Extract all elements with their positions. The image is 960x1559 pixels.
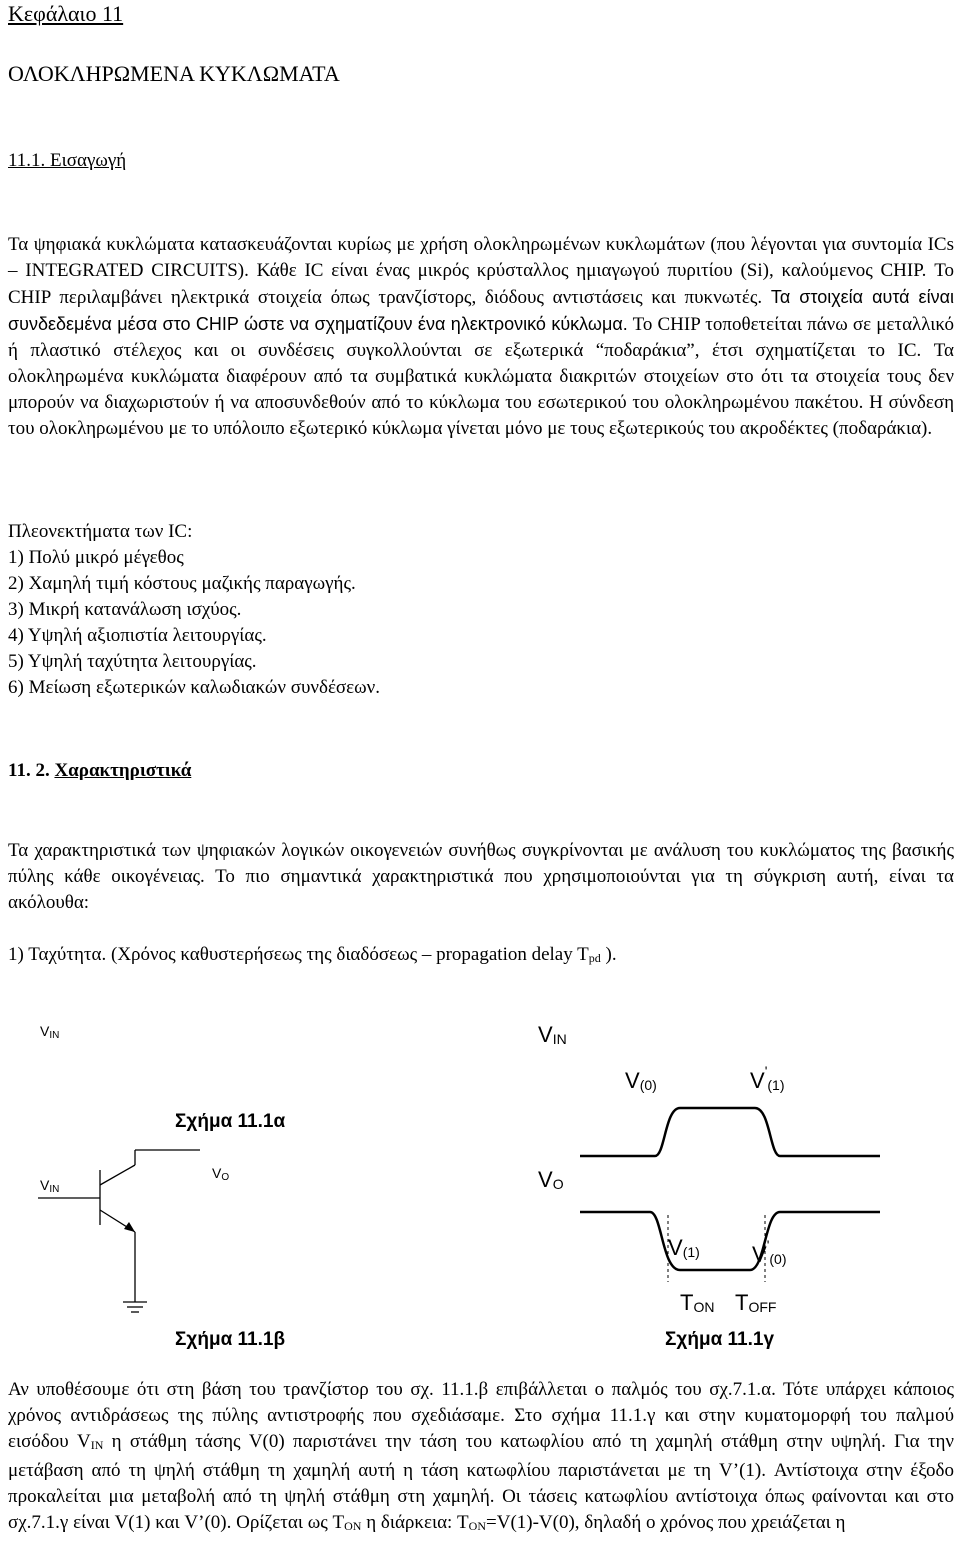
fig-c-v0-label: V(0): [625, 1068, 657, 1093]
intro-text-3: Το CHIP τοποθετείται πάνω σε μεταλλικό ή πλαστικό στέλεχος και οι συνδέσεις συγκολλούνται σε εξωτερικά “ποδαράκια”, έτσι σχηματίζεται το IC.: [8, 314, 954, 361]
list-item: 6) Μείωση εξωτερικών καλωδιακών συνδέσεων.: [8, 677, 381, 698]
fig-c-v0-prime-label: $V'_{(0)}$: [752, 1237, 787, 1267]
speed-item: [8, 942, 617, 971]
fig-b-vo-label: VO: [212, 1165, 230, 1183]
intro-text-5: Η σύνδεση του ολοκληρωμένου με το υπόλοιπο εξωτερικό κύκλωμα γίνεται μόνο με τους εξωτερικούς του ακροδέκτες (ποδαράκια).: [8, 392, 954, 439]
fig-c-ton-label: TON: [680, 1290, 715, 1315]
fig-c-toff-label: TOFF: [735, 1290, 777, 1315]
characteristics-paragraph: [8, 838, 954, 916]
list-item: 3) Μικρή κατανάλωση ισχύος.: [8, 599, 242, 620]
advantages-title: Πλεονεκτήματα των IC:: [8, 521, 193, 542]
char-text-1: Τα χαρακτηριστικά των ψηφιακών λογικών οικογενειών συνήθως συγκρίνονται με ανάλυση του κυκλώματος της βασικής πύλης κάθε οικογένειας.: [8, 840, 954, 887]
fig-c-v1-prime-label: $V'_{(1)}$: [750, 1063, 785, 1093]
list-item: 5) Υψηλή ταχύτητα λειτουργίας.: [8, 651, 257, 672]
chapter-heading: Κεφάλαιο 11: [8, 1, 124, 26]
section-heading-characteristics: [8, 758, 191, 784]
final-sub-on-2: ON: [468, 1519, 487, 1533]
speed-sub: pd: [588, 951, 601, 965]
advantages-list: [8, 545, 380, 701]
explanation-paragraph: [8, 1377, 954, 1539]
fig-c-vo-label: VO: [538, 1167, 564, 1192]
intro-text-4: Τα ολοκληρωμένα κυκλώματα διαφέρουν από τα συμβατικά κυκλώματα διακριτών στοιχείων στο ότι τα στοιχεία τους δεν μπορούν να διαχωριστούν ή να αποσυνδεθούν από το κύκλωμα του εσωτερικού του ολοκληρωμένου πακέτου.: [8, 340, 954, 413]
emitter-arrow: [124, 1222, 135, 1232]
final-text-1: Αν υποθέσουμε ότι στη βάση του τρανζίστορ του σχ. 11.1.β επιβάλλεται ο παλμός του σχ.7.1.α. Τότε υπάρχει κάποιος χρόνος αντιδράσεως της πύλης αντιστροφής που σχεδιάσαμε. Στο σχήμα 11.1.γ και στην κυματομορφή του παλμού εισόδου V: [8, 1379, 954, 1452]
list-item: 1) Πολύ μικρό μέγεθος: [8, 547, 184, 568]
fig-c-v1-label: V(1): [668, 1235, 700, 1260]
fig-a-vin-label: VIN: [40, 1023, 60, 1041]
section-number: 11. 2.: [8, 760, 55, 781]
intro-text-2: Τα στοιχεία αυτά είναι συνδεδεμένα μέσα στο CHIP ώστε να σχηματίζουν ένα ηλεκτρονικό κύκλωμα.: [8, 287, 954, 334]
input-waveform: [580, 1108, 880, 1156]
final-text-4: =V(1)-V(0), δηλαδή ο χρόνος που χρειάζεται η: [486, 1512, 846, 1533]
figures-area: [0, 1010, 960, 1360]
fig-b-vin-label: VIN: [40, 1177, 60, 1195]
output-waveform: [580, 1212, 880, 1270]
list-item: 4) Υψηλή αξιοπιστία λειτουργίας.: [8, 625, 267, 646]
chapter-title: ΟΛΟΚΛΗΡΩΜΕΝΑ ΚΥΚΛΩΜΑΤΑ: [8, 61, 340, 86]
final-sub-on-1: ON: [344, 1519, 362, 1533]
intro-text-1: Τα ψηφιακά κυκλώματα κατασκευάζονται κυρίως με χρήση ολοκληρωμένων κυκλωμάτων (που λέγονται για συντομία ICs – INTEGRATED CIRCUITS). Κάθε IC είναι ένας μικρός κρύσταλλος ημιαγωγού πυριτίου (Si), καλούμενος CHIP. Το CHIP περιλαμβάνει ηλεκτρικά στοιχεία όπως τρανζίστορς, διόδους αντιστάσεις και πυκνωτές.: [8, 234, 954, 308]
fig-c-caption: Σχήμα 11.1γ: [665, 1329, 775, 1350]
list-item: 2) Χαμηλή τιμή κόστους μαζικής παραγωγής.: [8, 573, 356, 594]
fig-a-caption: Σχήμα 11.1α: [175, 1111, 286, 1132]
fig-c-vin-label: VIN: [538, 1022, 567, 1047]
speed-text: 1) Ταχύτητα. (Χρόνος καθυστερήσεως της διαδόσεως – propagation delay T: [8, 944, 589, 965]
transistor-circuit: [38, 1150, 200, 1312]
section-title: Χαρακτηριστικά: [54, 760, 192, 781]
section-heading-intro: 11.1. Εισαγωγή: [8, 150, 127, 171]
fig-b-caption: Σχήμα 11.1β: [175, 1329, 286, 1350]
final-text-3: η διάρκεια: T: [361, 1512, 469, 1533]
char-text-2: Το πιο σημαντικά χαρακτηριστικά που χρησιμοποιούνται για τη σύγκριση αυτή, είναι τα ακόλουθα:: [8, 866, 954, 913]
speed-suffix: ).: [600, 944, 617, 965]
intro-paragraph: [8, 232, 954, 442]
final-text-2: η στάθμη τάσης V(0) παριστάνει την τάση του κατωφλίου από τη χαμηλή στάθμη στην υψηλή. Για την μετάβαση από τη ψηλή στάθμη τη χαμηλή αυτή η τάση κατωφλίου παριστάνεται με τη V’(1). Αντίστοιχα στην έξοδο προκαλείται μια μεταβολή από τη ψηλή στάθμη στη χαμηλή. Οι τάσεις κατωφλίου αντίστοιχα όπως φαίνονται και στο σχ.7.1.γ είναι V(1) και V’(0). Ορίζεται ως T: [8, 1431, 955, 1533]
final-sub-in: IN: [90, 1438, 104, 1452]
